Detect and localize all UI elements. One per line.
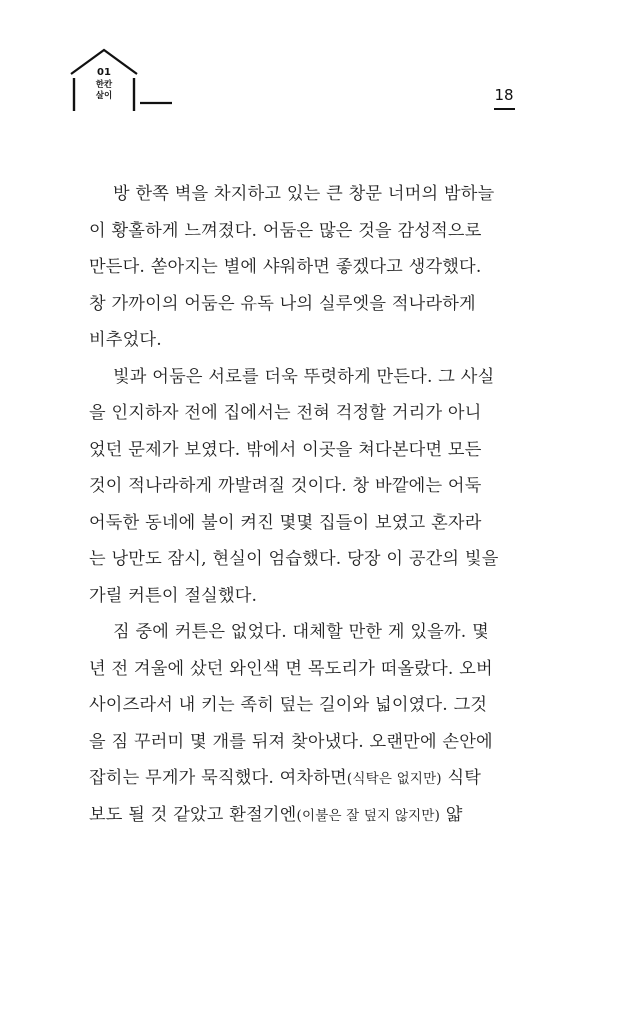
text-line: 어둑한 동네에 불이 켜진 몇몇 집들이 보였고 혼자라 bbox=[89, 512, 482, 533]
chapter-title-line1: 한칸 bbox=[95, 80, 113, 90]
text-line bbox=[89, 797, 521, 834]
text-line: 을 짐 꾸러미 몇 개를 뒤져 찾아냈다. 오랜만에 손안에 bbox=[89, 731, 493, 752]
text-line: 방 한쪽 벽을 차지하고 있는 큰 창문 너머의 밤하늘 bbox=[113, 184, 495, 204]
page-number: 18 bbox=[494, 86, 514, 104]
aside-text: (식탁은 없지만) bbox=[346, 771, 442, 787]
chapter-title bbox=[90, 80, 118, 102]
text-line: 년 전 겨울에 샀던 와인색 면 목도리가 떠올랐다. 오버 bbox=[89, 658, 493, 679]
paragraph bbox=[89, 614, 521, 833]
text-span: 잡히는 무게가 묵직했다. 여차하면 bbox=[89, 768, 347, 788]
chapter-title-line2: 살이 bbox=[95, 91, 113, 101]
text-line: 빛과 어둠은 서로를 더욱 뚜렷하게 만든다. 그 사실 bbox=[113, 366, 495, 387]
house-icon bbox=[68, 48, 178, 114]
text-line: 이 황홀하게 느껴졌다. 어둠은 많은 것을 감성적으로 bbox=[89, 220, 482, 241]
text-line: 창 가까이의 어둠은 유독 나의 실루엣을 적나라하게 bbox=[89, 293, 476, 314]
text-span: 얇 bbox=[440, 804, 463, 825]
page-header bbox=[0, 0, 643, 130]
text-line bbox=[89, 760, 521, 797]
text-line: 사이즈라서 내 키는 족히 덮는 길이와 넓이였다. 그것 bbox=[89, 695, 488, 715]
text-line: 짐 중에 커튼은 없었다. 대체할 만한 게 있을까. 몇 bbox=[113, 622, 489, 642]
text-span: 식탁 bbox=[441, 768, 482, 788]
body-text bbox=[89, 176, 521, 833]
text-line: 는 낭만도 잠시, 현실이 엄습했다. 당장 이 공간의 빛을 bbox=[89, 549, 499, 569]
text-line: 가릴 커튼이 절실했다. bbox=[89, 585, 258, 606]
aside-text: (이불은 잘 덮지 않지만) bbox=[296, 807, 441, 824]
text-line: 비추었다. bbox=[89, 330, 162, 350]
paragraph bbox=[89, 176, 521, 359]
text-line: 을 인지하자 전에 집에서는 전혀 걱정할 거리가 아니 bbox=[89, 403, 482, 423]
paragraph bbox=[89, 359, 521, 615]
text-span: 보도 될 것 같았고 환절기엔 bbox=[89, 804, 297, 825]
text-line: 만든다. 쏟아지는 별에 샤워하면 좋겠다고 생각했다. bbox=[89, 257, 482, 277]
text-line: 것이 적나라하게 까발려질 것이다. 창 바깥에는 어둑 bbox=[89, 476, 482, 496]
chapter-number: 01 bbox=[97, 67, 111, 78]
page-number-underline bbox=[494, 108, 515, 110]
text-line: 었던 문제가 보였다. 밖에서 이곳을 쳐다본다면 모든 bbox=[89, 439, 482, 460]
